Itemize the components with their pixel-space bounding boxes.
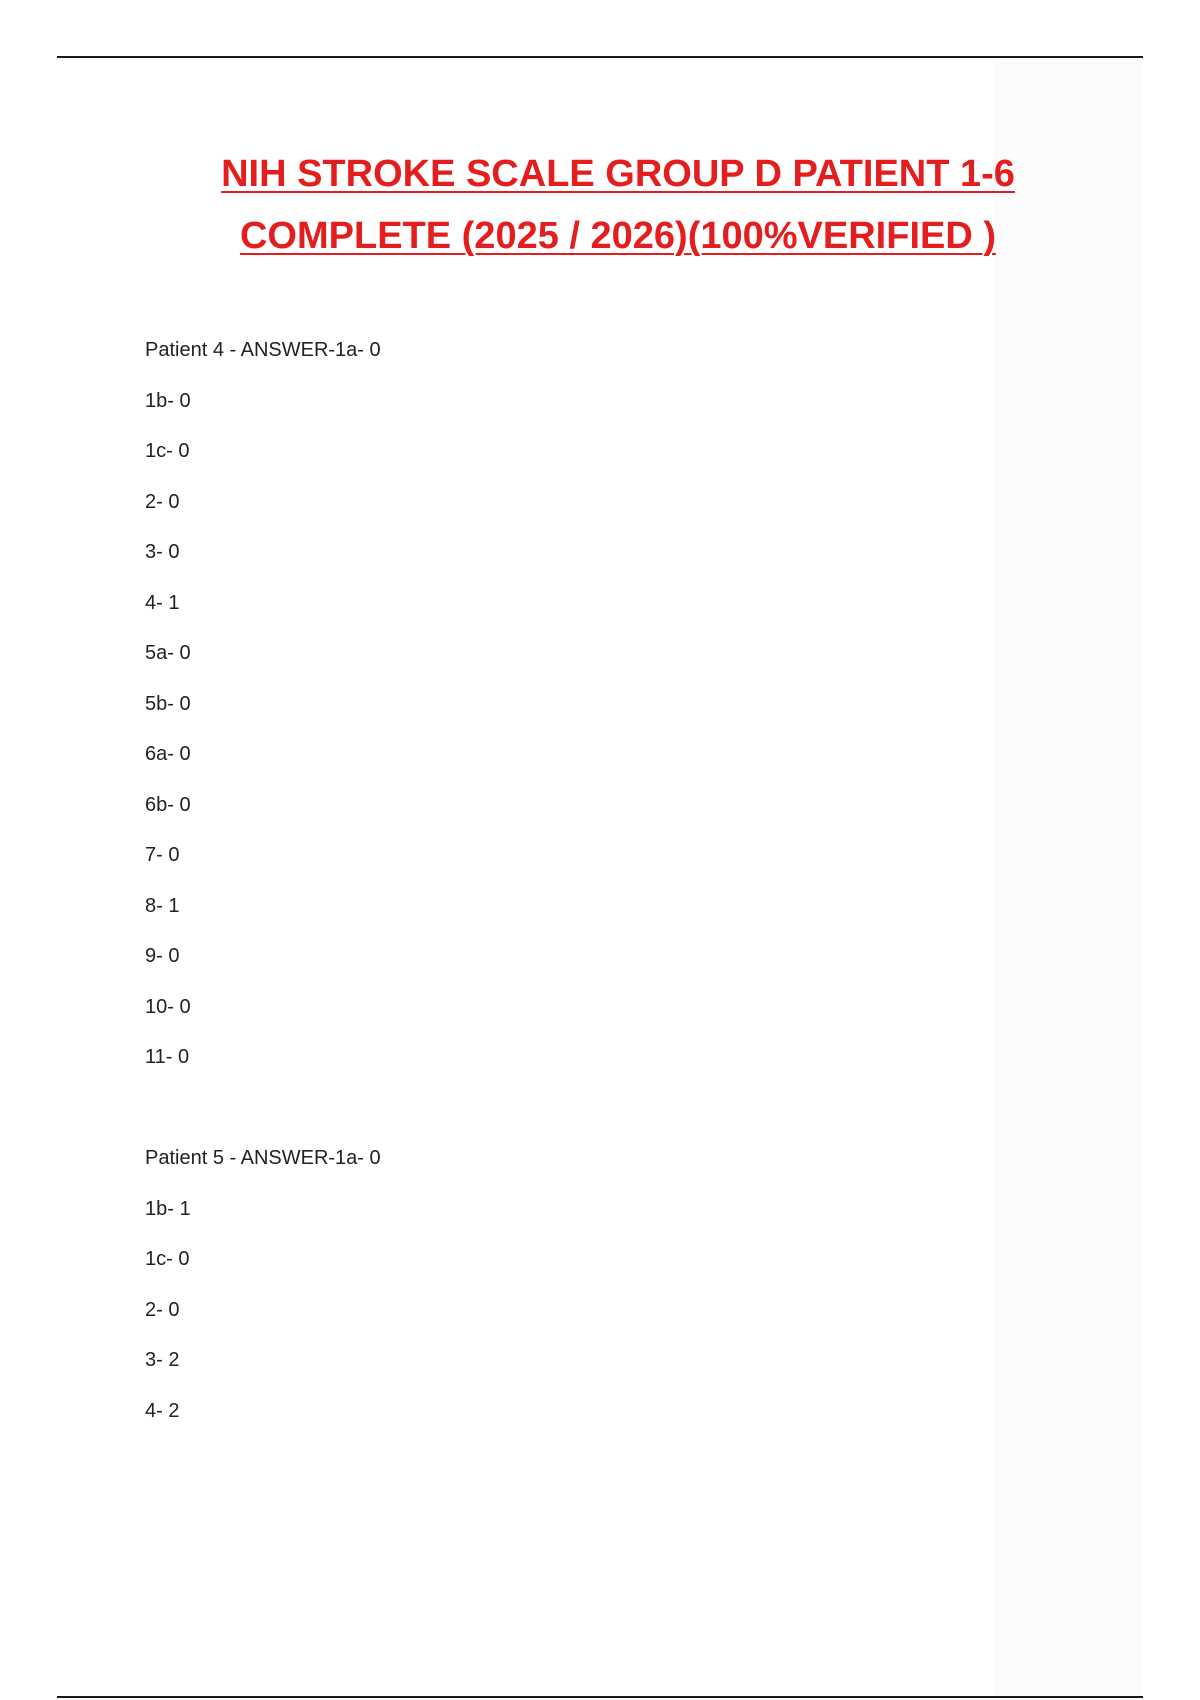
answer-line: 6b- 0 [145,793,191,816]
answer-line: 4- 1 [145,591,180,614]
answer-line: 5b- 0 [145,692,191,715]
answer-line: 2- 0 [145,1298,180,1321]
patient-4-answers [145,337,945,1095]
answer-line: 11- 0 [145,1046,190,1068]
answer-line: 1c- 0 [145,440,190,462]
page-margin-shade [993,58,1143,1696]
patient-5-answers [145,1145,945,1448]
answer-line: 6a- 0 [145,743,191,765]
answer-line: 1b- 0 [145,389,191,412]
title-line-2: COMPLETE (2025 / 2026)(100%VERIFIED ) [239,215,997,257]
answer-line: 10- 0 [145,995,191,1018]
bottom-rule [57,1696,1143,1698]
page-title [0,143,1200,267]
answer-line-header: Patient 5 - ANSWER-1a- 0 [145,1147,381,1169]
answer-line-header: Patient 4 - ANSWER-1a- 0 [145,339,381,361]
answer-line: 8- 1 [145,894,180,917]
answer-line: 3- 0 [145,541,180,563]
answer-line: 1b- 1 [145,1197,191,1220]
answer-line: 9- 0 [145,945,180,967]
answer-line: 7- 0 [145,844,180,866]
answer-line: 2- 0 [145,490,180,513]
answer-line: 3- 2 [145,1349,180,1371]
title-line-1: NIH STROKE SCALE GROUP D PATIENT 1-6 [221,153,1015,195]
answer-line: 5a- 0 [145,642,191,664]
answer-line: 1c- 0 [145,1248,190,1270]
top-rule [57,56,1143,58]
answer-line: 4- 2 [145,1399,180,1422]
